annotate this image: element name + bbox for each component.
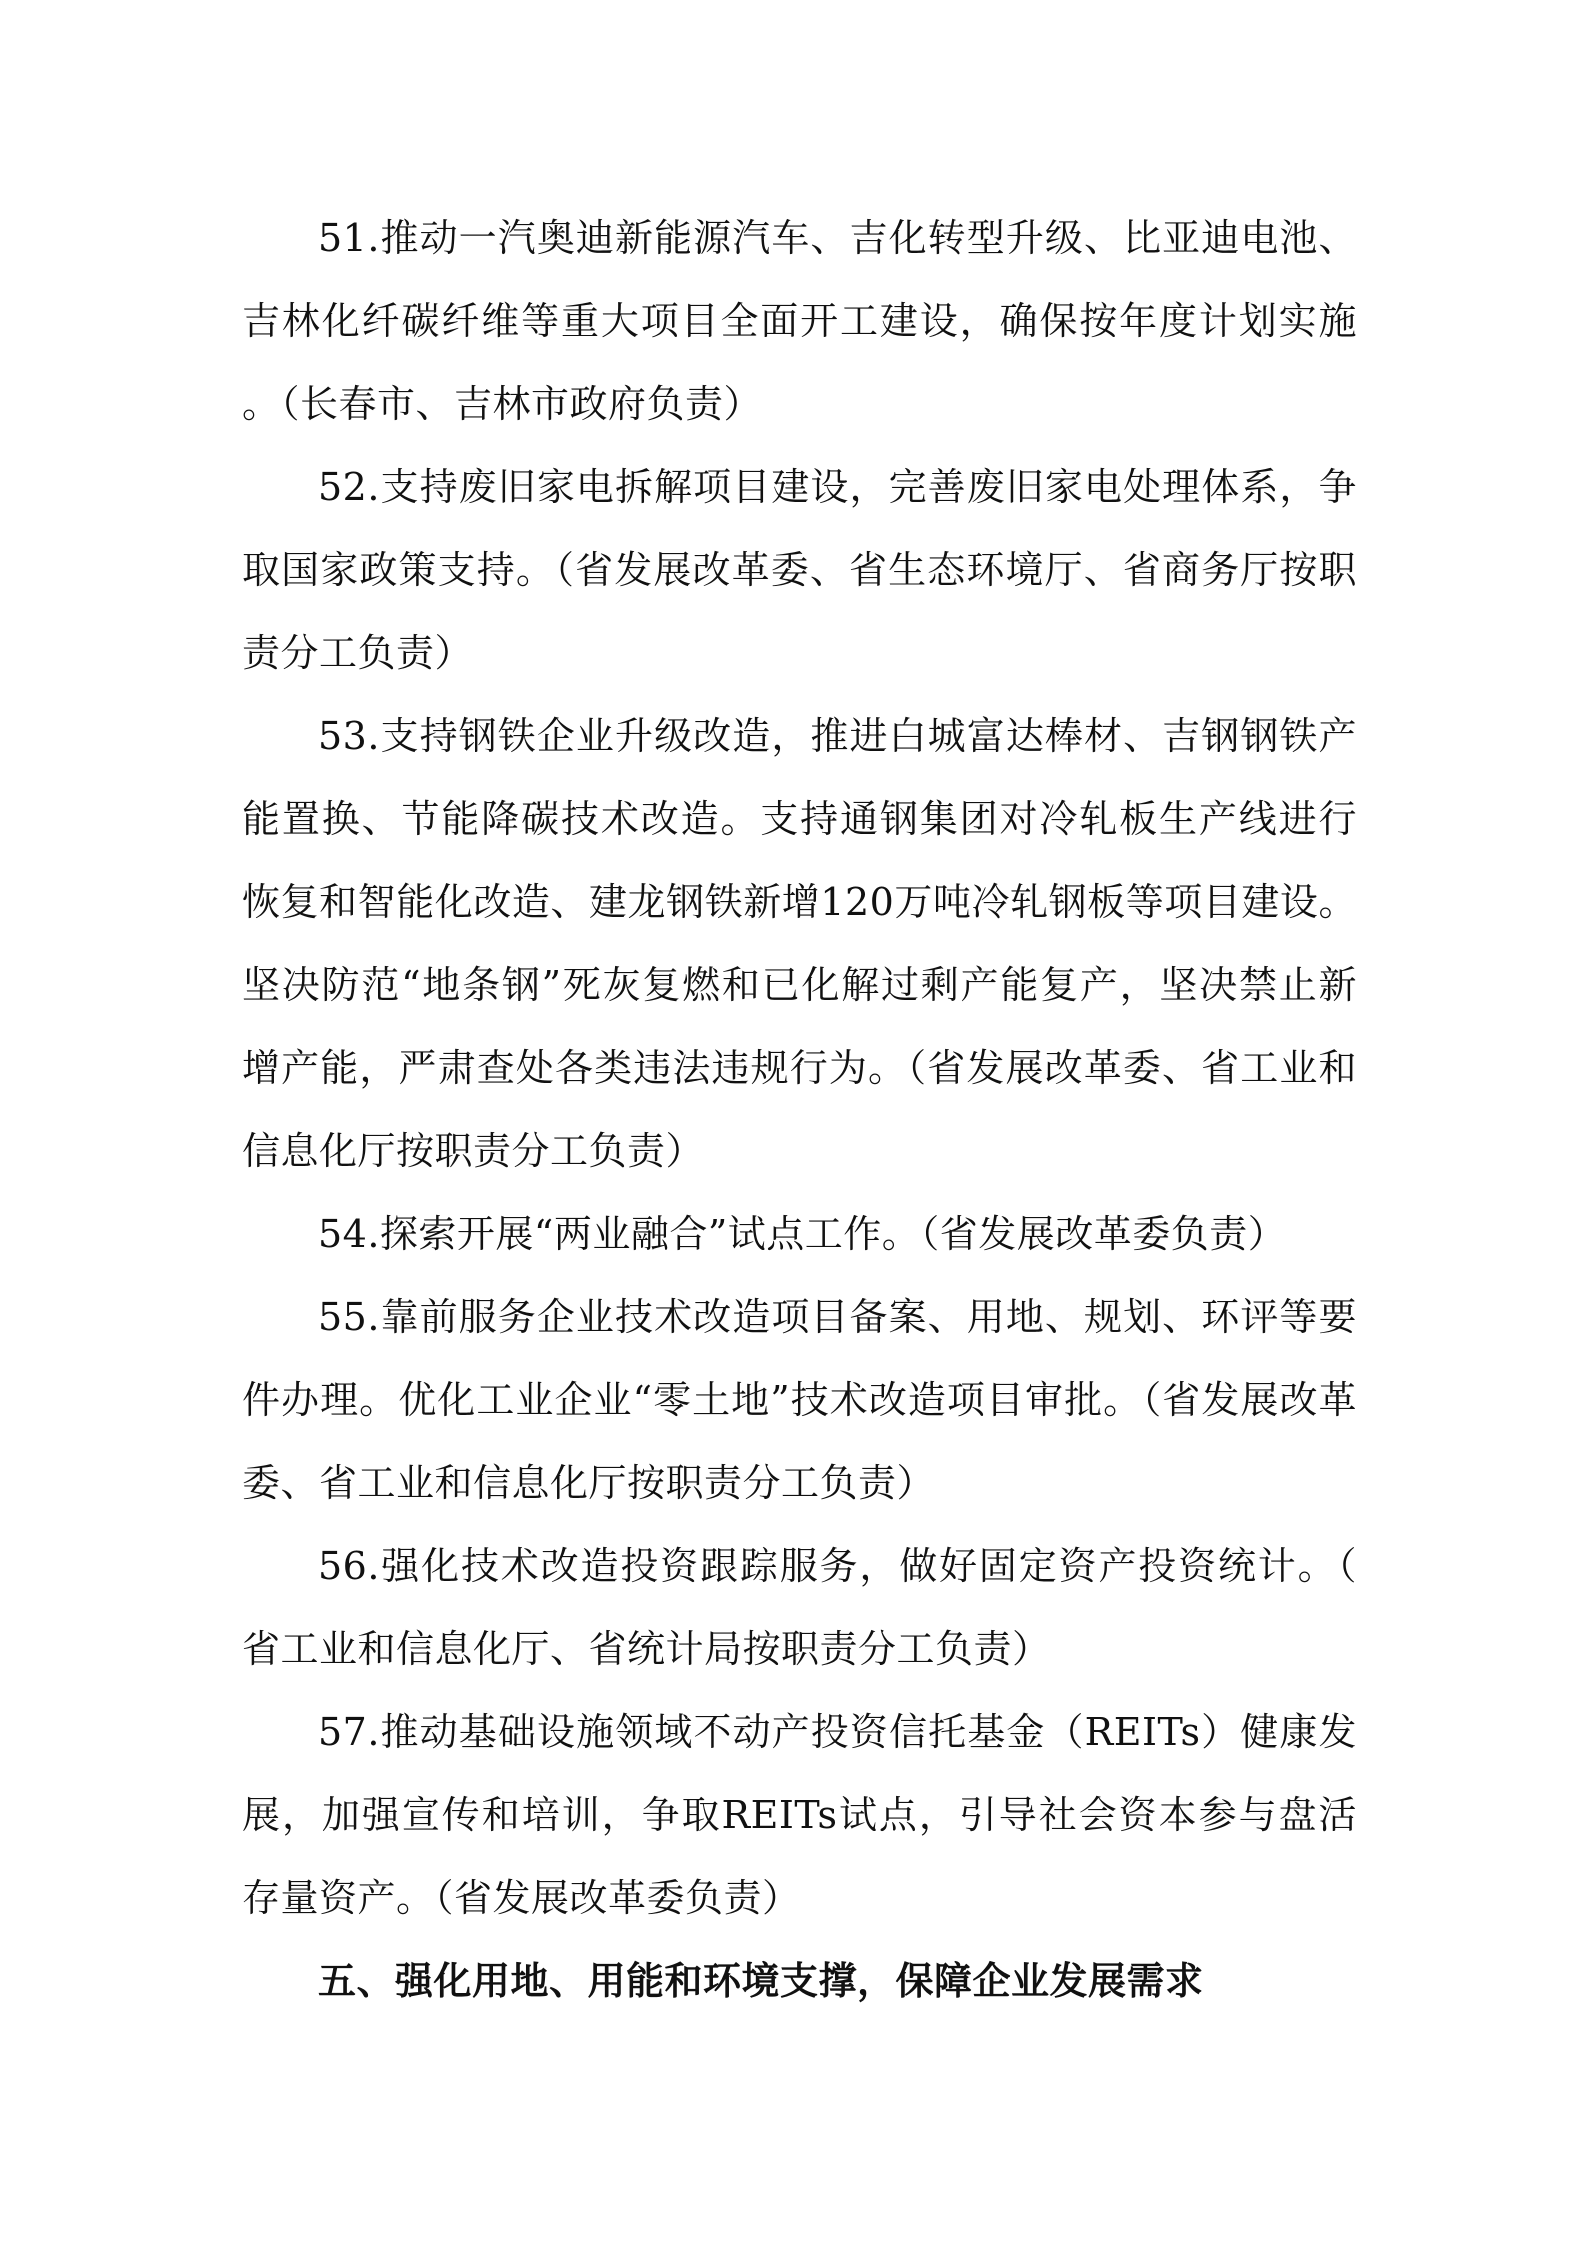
paragraph-item-55: 55.靠前服务企业技术改造项目备案、用地、规划、环评等要件办理。优化工业企业“零土地”技术改造项目审批。（省发展改革委、省工业和信息化厅按职责分工负责） [242, 1295, 1357, 1505]
paragraph-item-52: 52.支持废旧家电拆解项目建设，完善废旧家电处理体系，争取国家政策支持。（省发展改革委、省生态环境厅、省商务厅按职责分工负责） [242, 465, 1357, 675]
paragraph-item-57: 57.推动基础设施领域不动产投资信托基金（REITs）健康发展，加强宣传和培训，争取REITs试点，引导社会资本参与盘活存量资产。（省发展改革委负责） [242, 1710, 1357, 1920]
section-heading: 五、强化用地、用能和环境支撑，保障企业发展需求 [318, 1959, 1204, 2003]
paragraph-item-53: 53.支持钢铁企业升级改造，推进白城富达棒材、吉钢钢铁产能置换、节能降碳技术改造。支持通钢集团对冷轧板生产线进行恢复和智能化改造、建龙钢铁新增120万吨冷轧钢板等项目建设。坚决防范“地条钢”死灰复燃和已化解过剩产能复产，坚决禁止新增产能，严肃查处各类违法违规行为。（省发展改革委、省工业和信息化厅按职责分工负责） [242, 714, 1357, 1173]
paragraph-item-54: 54.探索开展“两业融合”试点工作。（省发展改革委负责） [318, 1212, 1287, 1256]
paragraph-item-56: 56.强化技术改造投资跟踪服务，做好固定资产投资统计。（省工业和信息化厅、省统计局按职责分工负责） [242, 1544, 1357, 1671]
paragraph-item-51: 51.推动一汽奥迪新能源汽车、吉化转型升级、比亚迪电池、吉林化纤碳纤维等重大项目全面开工建设，确保按年度计划实施。（长春市、吉林市政府负责） [242, 216, 1357, 426]
document-body [242, 197, 1357, 2023]
